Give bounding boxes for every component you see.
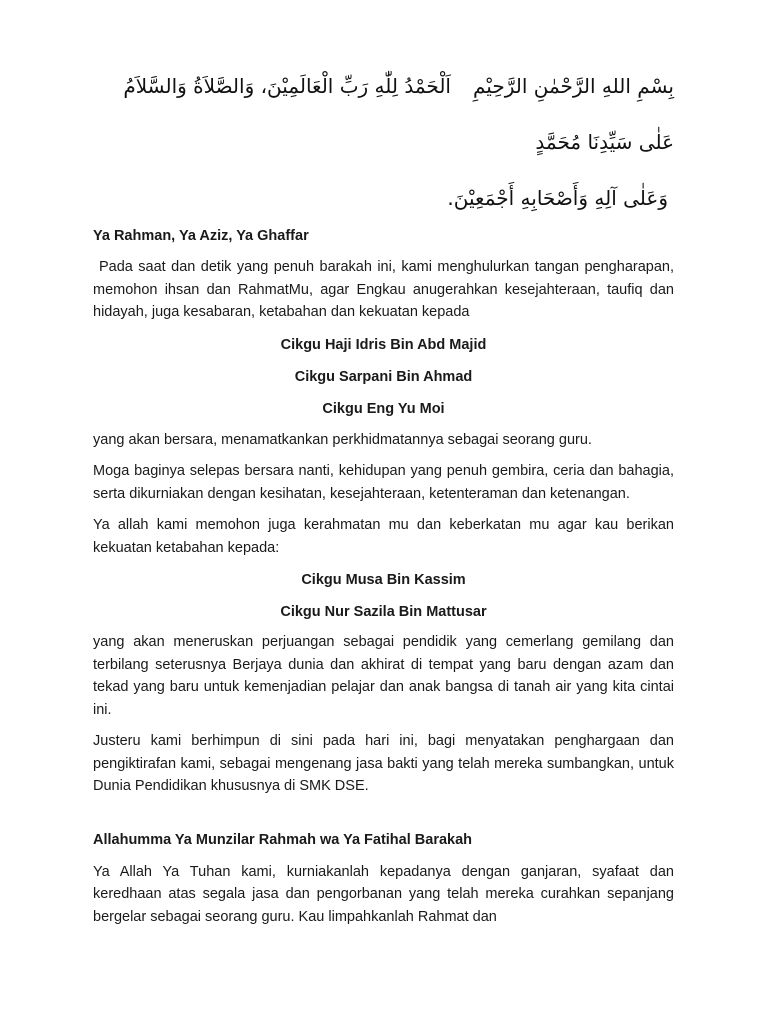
transfer-name-1: Cikgu Musa Bin Kassim — [301, 572, 466, 588]
transfer-name-2: Cikgu Nur Sazila Bin Mattusar — [280, 604, 487, 620]
arabic-opening-line-2: وَعَلٰى آلِهِ وَأَصْحَابِهِ أَجْمَعِيْنَ. — [447, 186, 668, 210]
heading-allahumma: Allahumma Ya Munzilar Rahmah wa Ya Fatihal Barakah — [93, 831, 473, 848]
paragraph-continuing: yang akan meneruskan perjuangan sebagai pendidik yang cemerlang gemilang dan terbilang seterusnya Berjaya dunia dan akhirat di tempat yang baru dengan azam dan tekad yang baru untuk kemenjadian pelajar dan anak bangsa di tanah air yang kita cintai ini. — [93, 634, 674, 718]
paragraph-prayer-strength: Ya allah kami memohon juga kerahmatan mu dan keberkatan mu agar kau berikan kekuatan ketabahan kepada: — [93, 517, 674, 556]
retiree-name-1: Cikgu Haji Idris Bin Abd Majid — [280, 336, 487, 353]
heading-ya-rahman: Ya Rahman, Ya Aziz, Ya Ghaffar — [93, 228, 309, 244]
paragraph-wishes: Moga baginya selepas bersara nanti, kehidupan yang penuh gembira, ceria dan bahagia, serta dikurniakan dengan kesihatan, kesejahteraan, ketenteraman dan ketenangan. — [93, 463, 674, 502]
paragraph-final-prayer: Ya Allah Ya Tuhan kami, kurniakanlah kepadanya dengan ganjaran, syafaat dan keredhaan atas segala jasa dan pengorbanan yang telah mereka curahkan sepanjang bergelar sebagai seorang guru. Kau limpahkanlah Rahmat dan — [93, 863, 674, 925]
retiree-name-2: Cikgu Sarpani Bin Ahmad — [294, 368, 473, 385]
basmalah-text: بِسْمِ اللهِ الرَّحْمٰنِ الرَّحِيْمِ — [472, 74, 674, 98]
paragraph-retiring: yang akan bersara, menamatkankan perkhidmatannya sebagai seorang guru. — [93, 431, 592, 448]
paragraph-gathering: Justeru kami berhimpun di sini pada hari ini, bagi menyatakan penghargaan dan pengiktirafan kami, sebagai mengenang jasa bakti yang telah mereka sumbangkan, untuk Dunia Pendidikan khususnya di SMK DSE. — [93, 733, 674, 794]
retiree-name-3: Cikgu Eng Yu Moi — [322, 400, 445, 417]
arabic-opening-line-1 — [93, 58, 674, 170]
paragraph-intro: Pada saat dan detik yang penuh barakah ini, kami menghulurkan tangan pengharapan, memohon ihsan dan RahmatMu, agar Engkau anugerahkan kesejahteraan, taufiq dan hidayah, juga kesabaran, ketabahan dan kekuatan kepada — [93, 259, 674, 320]
document-page — [93, 58, 674, 928]
hamdalah-text: اَلْحَمْدُ لِلّٰهِ رَبِّ الْعَالَمِيْنَ، وَالصَّلاَةُ وَالسَّلاَمُ عَلٰى سَيِّدِنَا مُحَمَّدٍ — [123, 74, 674, 154]
